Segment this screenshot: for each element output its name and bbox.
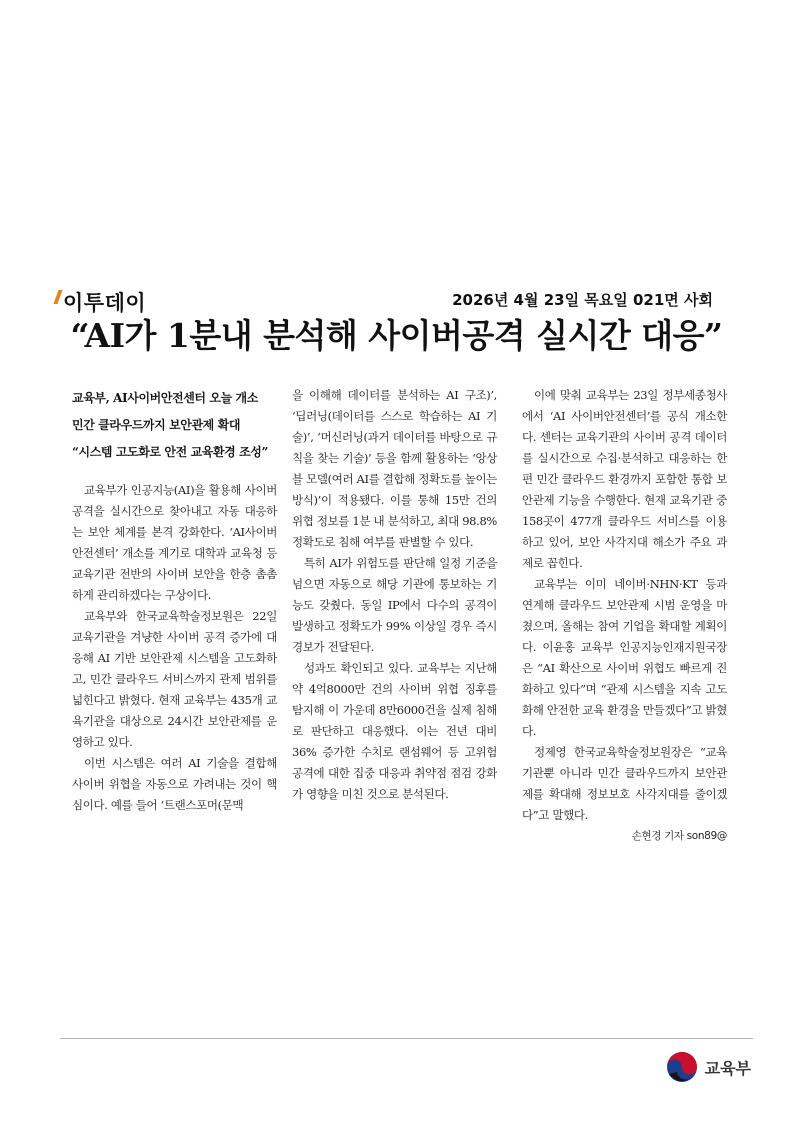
footer-logo <box>665 1050 751 1084</box>
paragraph: 이에 맞춰 교육부는 23일 정부세종청사에서 ‘AI 사이버안전센터’를 공식 개소한다. 센터는 교육기관의 사이버 공격 데이터를 실시간으로 수집·분석하고 대응하는 한편 민간 클라우드 환경까지 포함한 통합 보안관제 기능을 수행한다. 현재 교육기관 중 158곳이 477개 클라우드 서비스를 이용하고 있어, 보안 사각지대 해소가 주요 과제로 꼽힌다. <box>522 388 727 570</box>
paragraph: 교육부는 이미 네이버·NHN·KT 등과 연계해 클라우드 보안관제 시범 운영을 마쳤으며, 올해는 참여 기업을 확대할 계획이다. 이윤홍 교육부 인공지능인재지원국장은 “AI 확산으로 사이버 위협도 빠르게 진화하고 있다”며 “관제 시스템을 지속 고도화해 안전한 교육 환경을 만들겠다”고 밝혔다. <box>522 577 727 738</box>
byline: 손현경 기자 son89@ <box>631 830 727 842</box>
headline: “AI가 1분내 분석해 사이버공격 실시간 대응” <box>70 316 723 355</box>
brand-accent-mark <box>53 290 62 304</box>
deck <box>72 385 277 466</box>
paragraph: 교육부와 한국교육학술정보원은 22일 교육기관을 겨냥한 사이버 공격 증가에 대응해 AI 기반 보안관제 시스템을 고도화하고, 민간 클라우드 서비스까지 관제 범위를 넓힌다고 밝혔다. 현재 교육부는 435개 교육기관을 대상으로 24시간 보안관제를 운영하고 있다. <box>72 609 277 749</box>
column-1 <box>72 385 277 816</box>
paragraph: 교육부가 인공지능(AI)을 활용해 사이버공격을 실시간으로 찾아내고 자동 대응하는 보안 체계를 본격 강화한다. ‘AI사이버안전센터’ 개소를 계기로 대학과 교육청 등 교육기관 전반의 사이버 보안을 한층 촘촘하게 관리하겠다는 구상이다. <box>72 483 277 602</box>
paragraph: 을 이해해 데이터를 분석하는 AI 구조)’, ‘딥러닝(데이터를 스스로 학습하는 AI 기술)’, ‘머신러닝(과거 데이터를 바탕으로 규칙을 찾는 기술)’ 등을 함께 활용하는 ‘앙상블 모델(여러 AI를 결합해 정확도를 높이는 방식)’이 적용됐다. 이를 통해 15만 건의 위협 정보를 1분 내 분석하고, 최대 98.8% 정확도로 침해 여부를 판별할 수 있다. <box>292 388 497 549</box>
brand-name: 이투데이 <box>63 291 147 315</box>
deck-line: 교육부, AI사이버안전센터 오늘 개소 <box>72 391 258 405</box>
paragraph: 특히 AI가 위험도를 판단해 일정 기준을 넘으면 자동으로 해당 기관에 통보하는 기능도 갖췄다. 동일 IP에서 다수의 공격이 발생하고 정확도가 99% 이상일 경우 즉시 경보가 전달된다. <box>292 556 497 654</box>
deck-line: “시스템 고도화로 안전 교육환경 조성” <box>72 445 268 459</box>
ministry-name: 교육부 <box>704 1058 751 1078</box>
dateline: 2026년 4월 23일 목요일 021면 사회 <box>452 291 713 309</box>
footer-divider <box>60 1038 753 1039</box>
taegeuk-emblem-icon <box>665 1050 699 1084</box>
deck-line: 민간 클라우드까지 보안관제 확대 <box>72 418 241 432</box>
article-columns <box>72 385 727 842</box>
column-2 <box>292 385 497 805</box>
column-3 <box>522 385 727 847</box>
paragraph: 정제영 한국교육학술정보원장은 “교육기관뿐 아니라 민간 클라우드까지 보안관제를 확대해 정보보호 사각지대를 줄이겠다”고 말했다. <box>522 745 727 822</box>
paragraph: 이번 시스템은 여러 AI 기술을 결합해 사이버 위협을 자동으로 가려내는 것이 핵심이다. 예를 들어 ‘트랜스포머(문맥 <box>72 756 277 812</box>
paragraph: 성과도 확인되고 있다. 교육부는 지난해 약 4억8000만 건의 사이버 위협 징후를 탐지해 이 가운데 8만6000건을 실제 침해로 판단하고 대응했다. 이는 전년 대비 36% 증가한 수치로 랜섬웨어 등 고위험 공격에 대한 집중 대응과 취약점 점검 강화가 영향을 미친 것으로 분석된다. <box>292 661 497 801</box>
